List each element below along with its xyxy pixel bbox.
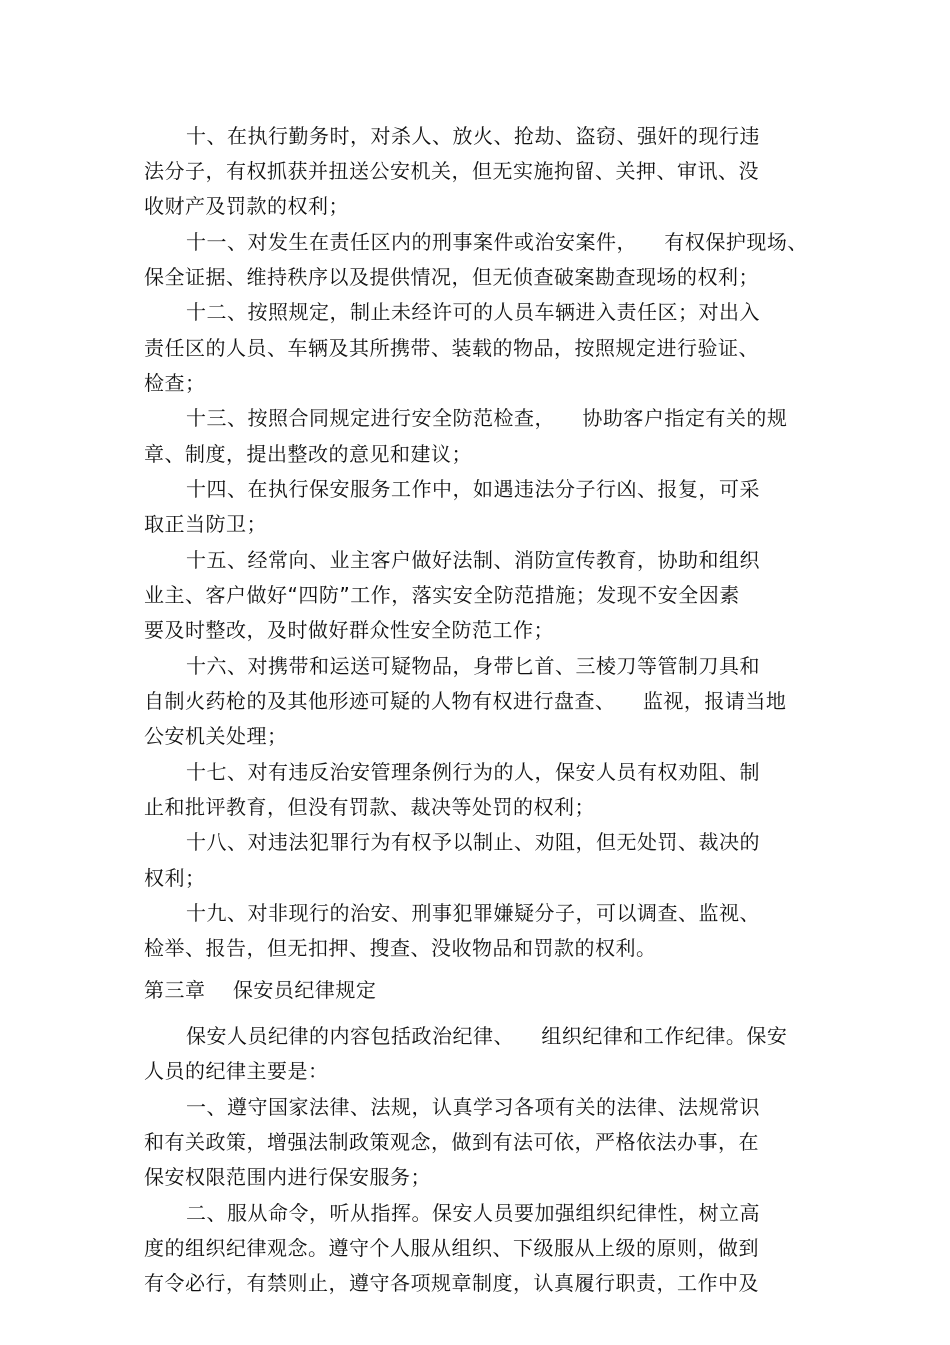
- text-line: 保全证据、维持秩序以及提供情况，但无侦查破案勘查现场的权利；: [144, 265, 759, 289]
- text-line: 十、在执行勤务时，对杀人、放火、抢劫、盗窃、强奸的现行违: [186, 124, 760, 148]
- text-line: 十二、按照规定，制止未经许可的人员车辆进入责任区；对出入: [186, 300, 760, 324]
- text-line: 检举、报告，但无扣押、搜查、没收物品和罚款的权利。: [144, 936, 657, 960]
- text-line: 十七、对有违反治安管理条例行为的人，保安人员有权劝阻、制: [186, 760, 760, 784]
- text-line: 检查；: [144, 371, 206, 395]
- text-line: 十八、对违法犯罪行为有权予以制止、劝阻，但无处罚、裁决的: [186, 830, 760, 854]
- text-line: 二、服从命令，听从指挥。保安人员要加强组织纪律性，树立高: [186, 1201, 760, 1225]
- text-line: 保安人员纪律的内容包括政治纪律、 组织纪律和工作纪律。保安: [186, 1024, 788, 1048]
- text-line: 十三、按照合同规定进行安全防范检查， 协助客户指定有关的规: [186, 406, 788, 430]
- text-line: 取正当防卫；: [144, 512, 267, 536]
- text-line: 十五、经常向、业主客户做好法制、消防宣传教育，协助和组织: [186, 548, 760, 572]
- text-line: 自制火药枪的及其他形迹可疑的人物有权进行盘查、 监视，报请当地: [144, 689, 787, 713]
- text-line: 责任区的人员、车辆及其所携带、装载的物品，按照规定进行验证、: [144, 336, 759, 360]
- text-line: 度的组织纪律观念。遵守个人服从组织、下级服从上级的原则，做到: [144, 1236, 759, 1260]
- text-line: 十四、在执行保安服务工作中，如遇违法分子行凶、报复，可采: [186, 477, 760, 501]
- text-line: 十九、对非现行的治安、刑事犯罪嫌疑分子，可以调查、监视、: [186, 901, 760, 925]
- text-line: 权利；: [144, 866, 206, 890]
- text-line: 十一、对发生在责任区内的刑事案件或治安案件， 有权保护现场、: [186, 230, 808, 254]
- text-line: 章、制度，提出整改的意见和建议；: [144, 442, 472, 466]
- text-line: 人员的纪律主要是：: [144, 1059, 329, 1083]
- text-line: 止和批评教育，但没有罚款、裁决等处罚的权利；: [144, 795, 595, 819]
- text-line: 公安机关处理；: [144, 724, 288, 748]
- text-line: 收财产及罚款的权利；: [144, 194, 349, 218]
- text-line: 一、遵守国家法律、法规，认真学习各项有关的法律、法规常识: [186, 1095, 760, 1119]
- text-line: 有令必行，有禁则止，遵守各项规章制度，认真履行职责，工作中及: [144, 1271, 759, 1295]
- text-line: 保安权限范围内进行保安服务；: [144, 1165, 431, 1189]
- text-line: 法分子，有权抓获并扭送公安机关，但无实施拘留、关押、审讯、没: [144, 159, 759, 183]
- text-line: 和有关政策，增强法制政策观念，做到有法可依，严格依法办事，在: [144, 1130, 759, 1154]
- chapter-heading: 第三章 保安员纪律规定: [144, 978, 377, 1002]
- text-line: 业主、客户做好“四防”工作，落实安全防范措施；发现不安全因素: [144, 583, 740, 607]
- text-line: 要及时整改，及时做好群众性安全防范工作；: [144, 618, 554, 642]
- text-line: 十六、对携带和运送可疑物品，身带匕首、三棱刀等管制刀具和: [186, 654, 760, 678]
